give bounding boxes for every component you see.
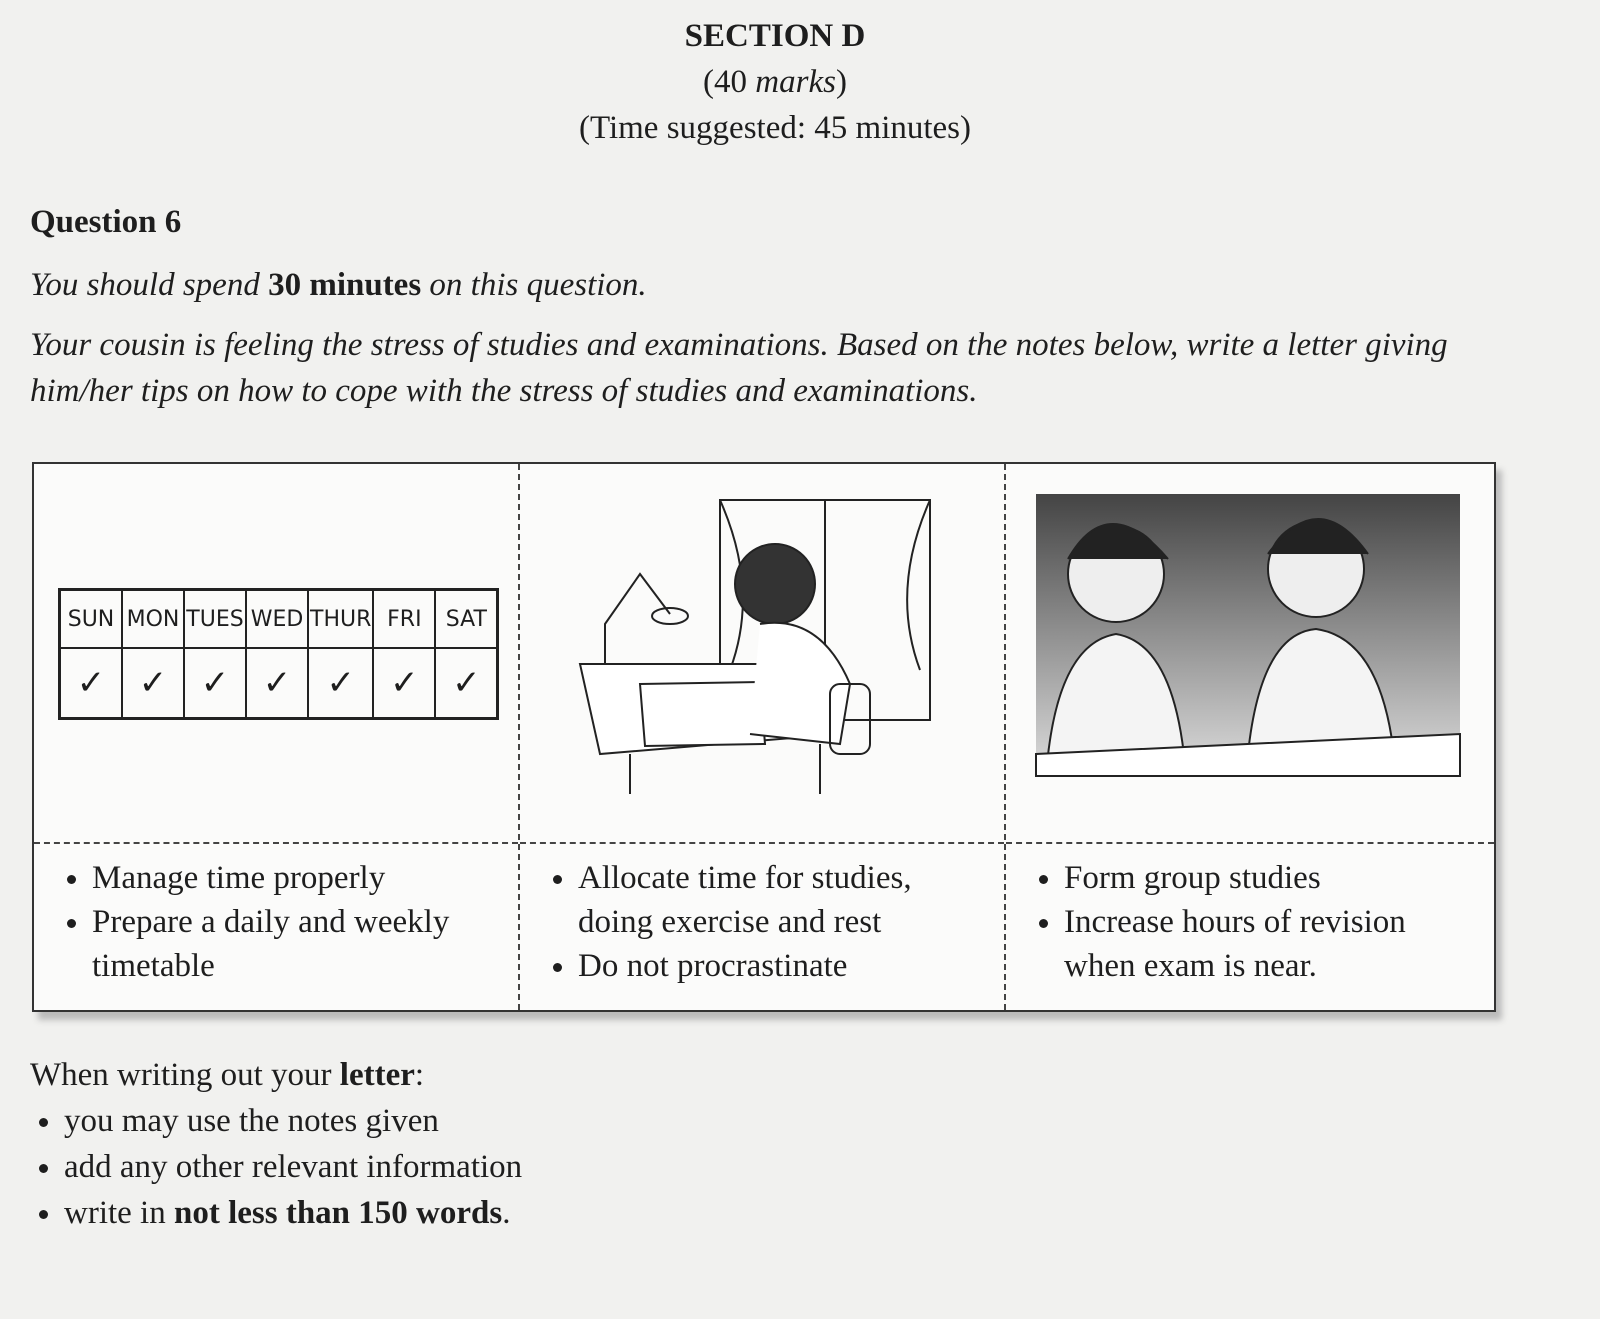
spend-bold: 30 minutes — [268, 267, 422, 303]
note-item: • Allocate time for studies, doing exercise and rest — [578, 856, 994, 944]
marks-word: marks — [755, 64, 836, 100]
spend-pre: You should spend — [30, 267, 269, 303]
marks-close: ) — [835, 64, 847, 100]
day-header: MON — [122, 590, 184, 649]
last-pre: write in — [64, 1195, 174, 1231]
note-item: • Manage time properly — [92, 856, 508, 900]
question-title: Question 6 — [30, 204, 182, 240]
section-title: SECTION D — [684, 18, 866, 54]
instruction-item — [64, 1190, 522, 1236]
group-study-illustration — [1006, 464, 1494, 844]
checkmark-icon: ✓ — [184, 648, 246, 719]
intro-post: : — [414, 1057, 425, 1093]
time-instruction — [30, 262, 1510, 308]
note-item: • Do not procrastinate — [578, 944, 994, 988]
day-header: THUR — [308, 590, 373, 649]
instruction-item: • add any other relevant information — [64, 1144, 522, 1190]
question-prompt: Your cousin is feeling the stress of studies and examinations. Based on the notes below, write a letter giving him/her tips on how to cope with the stress of studies and examinations. — [30, 327, 1448, 409]
checkmark-icon: ✓ — [435, 648, 498, 719]
intro-pre: When writing out your — [30, 1057, 340, 1093]
day-header: SAT — [435, 590, 498, 649]
day-header: TUES — [184, 590, 246, 649]
intro-bold: letter — [339, 1057, 415, 1093]
timetable-illustration — [34, 464, 518, 844]
letter-instructions — [30, 1052, 522, 1236]
note-item: • Increase hours of revision when exam is near. — [1064, 900, 1484, 988]
boy-studying-illustration — [520, 464, 1004, 844]
last-post: . — [502, 1195, 511, 1231]
two-boys-talking-icon — [1006, 464, 1494, 842]
weekly-timetable — [58, 588, 499, 720]
note-item: • Form group studies — [1064, 856, 1484, 900]
boy-at-desk-icon — [520, 464, 1006, 842]
checkmark-icon: ✓ — [308, 648, 373, 719]
time-suggested: (Time suggested: 45 minutes) — [578, 110, 972, 146]
instructions-intro — [30, 1052, 522, 1098]
marks-number: (40 — [703, 64, 756, 100]
checkmark-icon: ✓ — [373, 648, 435, 719]
spend-post: on this question. — [421, 267, 647, 303]
checkmark-icon: ✓ — [246, 648, 308, 719]
panel-timetable — [34, 464, 520, 1010]
instruction-item: • you may use the notes given — [64, 1098, 522, 1144]
checkmark-icon: ✓ — [60, 648, 123, 719]
section-marks — [0, 64, 1550, 101]
panel-studying — [520, 464, 1006, 1010]
checkmark-icon: ✓ — [122, 648, 184, 719]
note-item: • Prepare a daily and weekly timetable — [92, 900, 508, 988]
last-bold: not less than 150 words — [173, 1195, 503, 1231]
day-header: WED — [246, 590, 308, 649]
day-header: SUN — [60, 590, 123, 649]
notes-box — [32, 462, 1496, 1012]
panel-group-study — [1006, 464, 1494, 1010]
day-header: FRI — [373, 590, 435, 649]
